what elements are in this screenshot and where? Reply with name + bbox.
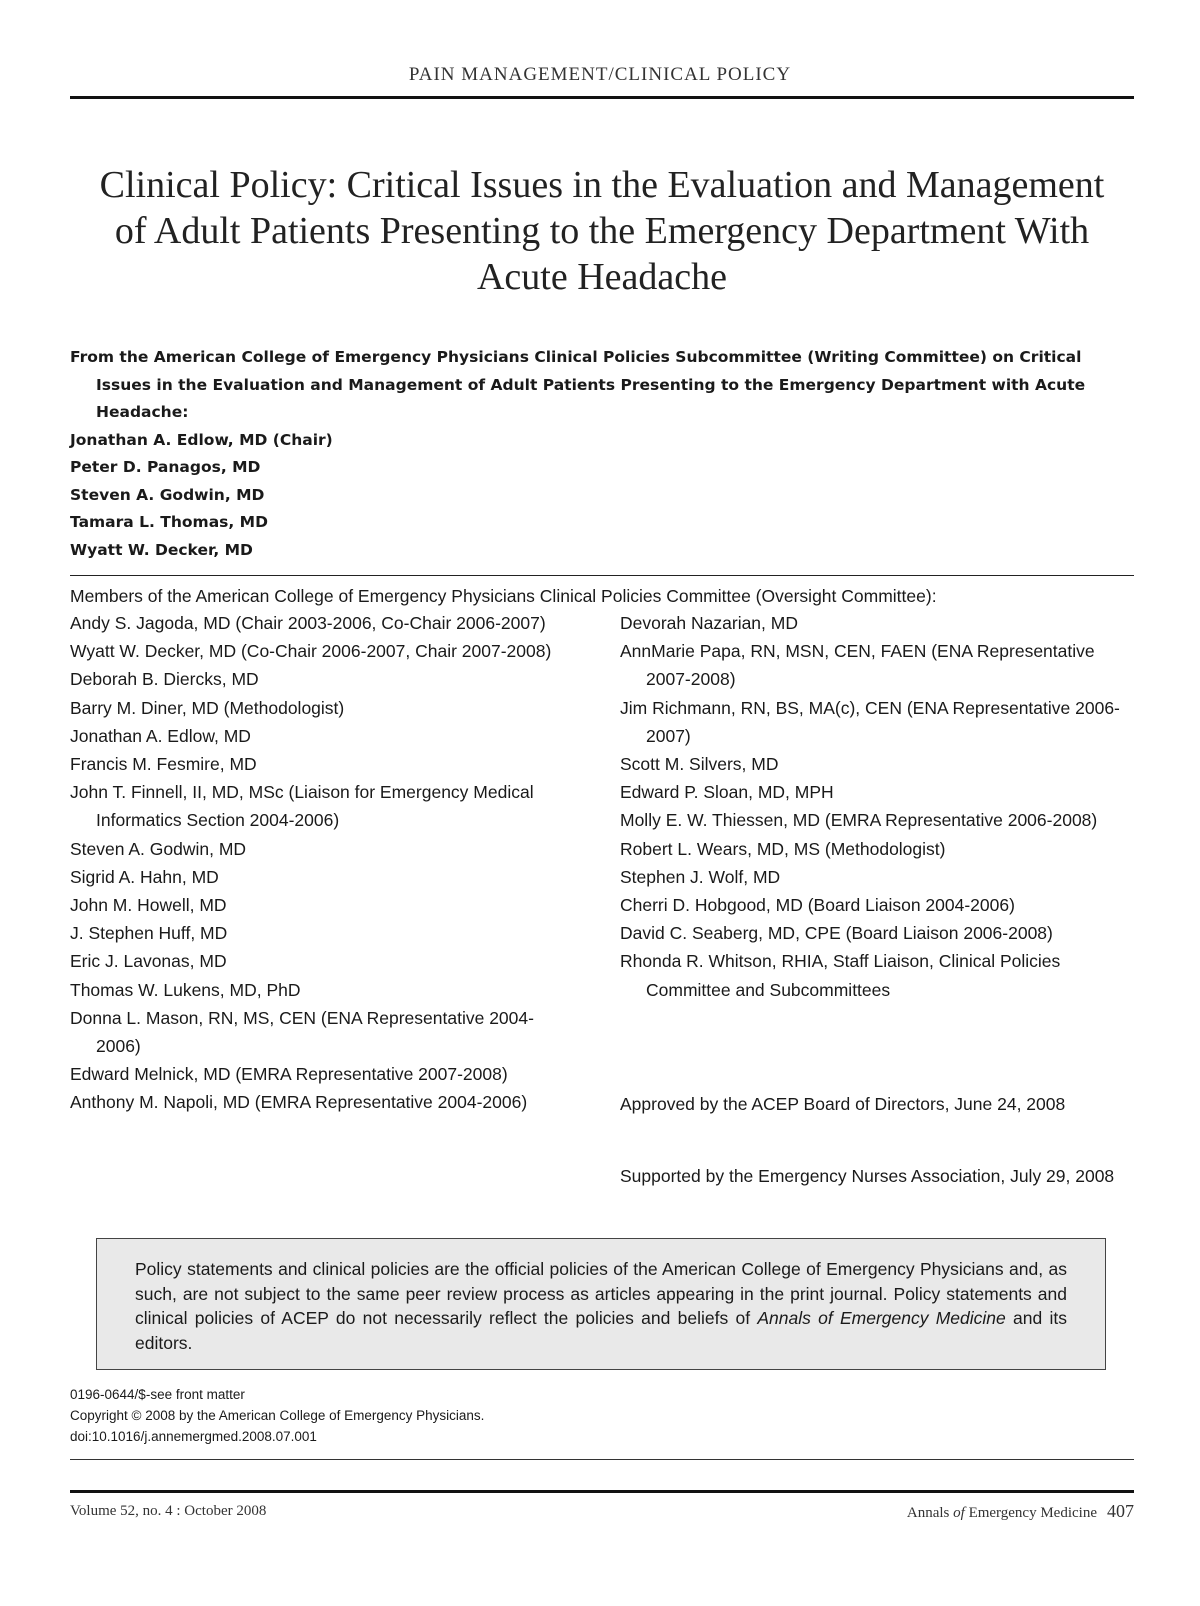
committee-member: Thomas W. Lukens, MD, PhD bbox=[70, 979, 301, 1000]
page-number: 407 bbox=[1107, 1501, 1134, 1521]
committee-member: AnnMarie Papa, RN, MSN, CEN, FAEN (ENA Representative 2007-2008) bbox=[620, 641, 1095, 690]
journal-footer-prefix: Annals bbox=[906, 1505, 950, 1521]
writing-committee-member: Tamara L. Thomas, MD bbox=[70, 513, 268, 531]
issn-line: 0196-0644/$-see front matter bbox=[70, 1387, 245, 1402]
title-line: Acute Headache bbox=[476, 256, 727, 298]
author-block bbox=[70, 344, 1134, 564]
committee-member: John M. Howell, MD bbox=[70, 895, 227, 916]
writing-committee-member: Peter D. Panagos, MD bbox=[70, 458, 261, 476]
committee-member: Robert L. Wears, MD, MS (Methodologist) bbox=[620, 838, 946, 859]
committee-member: Andy S. Jagoda, MD (Chair 2003-2006, Co-Chair 2006-2007) bbox=[70, 613, 546, 633]
title-line: Clinical Policy: Critical Issues in the Evaluation and Management bbox=[99, 164, 1105, 206]
committee-member: Barry M. Diner, MD (Methodologist) bbox=[70, 697, 345, 718]
committee-member: Anthony M. Napoli, MD (EMRA Representative 2004-2006) bbox=[70, 1092, 528, 1113]
writing-committee-member: Jonathan A. Edlow, MD (Chair) bbox=[70, 430, 333, 449]
members-left-column bbox=[70, 609, 570, 1117]
oversight-committee-heading: Members of the American College of Emergency Physicians Clinical Policies Committee (Oversight Committee): bbox=[70, 586, 937, 606]
committee-member: Donna L. Mason, RN, MS, CEN (ENA Representative 2004-2006) bbox=[70, 1007, 534, 1057]
copyright-line: Copyright © 2008 by the American College of Emergency Physicians. bbox=[70, 1408, 485, 1423]
journal-footer bbox=[907, 1501, 1134, 1522]
committee-member: J. Stephen Huff, MD bbox=[70, 923, 228, 944]
committee-member: Devorah Nazarian, MD bbox=[620, 613, 798, 633]
disclaimer-text bbox=[135, 1257, 1067, 1355]
committee-member: Jim Richmann, RN, BS, MA(c), CEN (ENA Representative 2006-2007) bbox=[620, 697, 1120, 746]
committee-member: Steven A. Godwin, MD bbox=[70, 838, 247, 859]
committee-member: Jonathan A. Edlow, MD bbox=[70, 725, 251, 746]
footer-rule-thin bbox=[70, 1459, 1134, 1460]
committee-member: John T. Finnell, II, MD, MSc (Liaison for Emergency Medical Informatics Section 2004-2006) bbox=[70, 782, 534, 831]
disclaimer-tail: and its editors. bbox=[135, 1308, 1067, 1353]
committee-member: Deborah B. Diercks, MD bbox=[70, 669, 259, 690]
committee-member: Edward P. Sloan, MD, MPH bbox=[620, 782, 834, 803]
committee-member: Rhonda R. Whitson, RHIA, Staff Liaison, Clinical Policies Committee and Subcommittees bbox=[620, 951, 1061, 1000]
committee-member: Eric J. Lavonas, MD bbox=[70, 951, 227, 972]
section-divider bbox=[70, 575, 1134, 576]
committee-member: Stephen J. Wolf, MD bbox=[620, 866, 781, 887]
journal-name: Annals of Emergency Medicine bbox=[757, 1308, 1006, 1328]
disclaimer-body: Policy statements and clinical policies are the official policies of the American College of Emergency Physicians and, as such, are not subject to the same peer review process as articles appearing in the print journal. Policy statements and clinical policies of ACEP do not necessarily reflect the policies and beliefs of bbox=[135, 1259, 1067, 1328]
footer-rule-thick bbox=[70, 1490, 1134, 1493]
section-header: PAIN MANAGEMENT/CLINICAL POLICY bbox=[408, 64, 792, 85]
writing-committee-member: Wyatt W. Decker, MD bbox=[70, 540, 253, 559]
committee-member: Molly E. W. Thiessen, MD (EMRA Representative 2006-2008) bbox=[620, 810, 1098, 831]
journal-footer-of: of bbox=[953, 1505, 965, 1521]
committee-member: Wyatt W. Decker, MD (Co-Chair 2006-2007, Chair 2007-2008) bbox=[70, 641, 552, 662]
from-statement: From the American College of Emergency Physicians Clinical Policies Subcommittee (Writing Committee) on Critical Issues in the Evaluation and Management of Adult Patients Presenting to the Emergency Department with Acute Headache: bbox=[70, 348, 1086, 421]
doi-line: doi:10.1016/j.annemergmed.2008.07.001 bbox=[70, 1429, 317, 1444]
title-line: of Adult Patients Presenting to the Emergency Department With bbox=[114, 210, 1090, 252]
committee-member: Francis M. Fesmire, MD bbox=[70, 754, 257, 775]
writing-committee-member: Steven A. Godwin, MD bbox=[70, 485, 265, 504]
journal-footer-suffix: Emergency Medicine bbox=[968, 1505, 1097, 1521]
publication-meta bbox=[70, 1384, 870, 1447]
support-note: Supported by the Emergency Nurses Association, July 29, 2008 bbox=[620, 1166, 1115, 1186]
committee-member: Scott M. Silvers, MD bbox=[620, 754, 779, 775]
members-right-column bbox=[620, 609, 1138, 1004]
header-rule bbox=[70, 96, 1134, 99]
committee-member: Cherri D. Hobgood, MD (Board Liaison 2004-2006) bbox=[620, 895, 1015, 916]
writing-committee-list bbox=[70, 427, 1134, 565]
committee-member: Edward Melnick, MD (EMRA Representative 2007-2008) bbox=[70, 1064, 508, 1085]
article-title bbox=[70, 162, 1134, 300]
volume-issue: Volume 52, no. 4 : October 2008 bbox=[70, 1503, 267, 1519]
approval-note: Approved by the ACEP Board of Directors, June 24, 2008 bbox=[620, 1094, 1066, 1114]
committee-member: Sigrid A. Hahn, MD bbox=[70, 866, 219, 887]
committee-member: David C. Seaberg, MD, CPE (Board Liaison 2006-2008) bbox=[620, 923, 1053, 944]
